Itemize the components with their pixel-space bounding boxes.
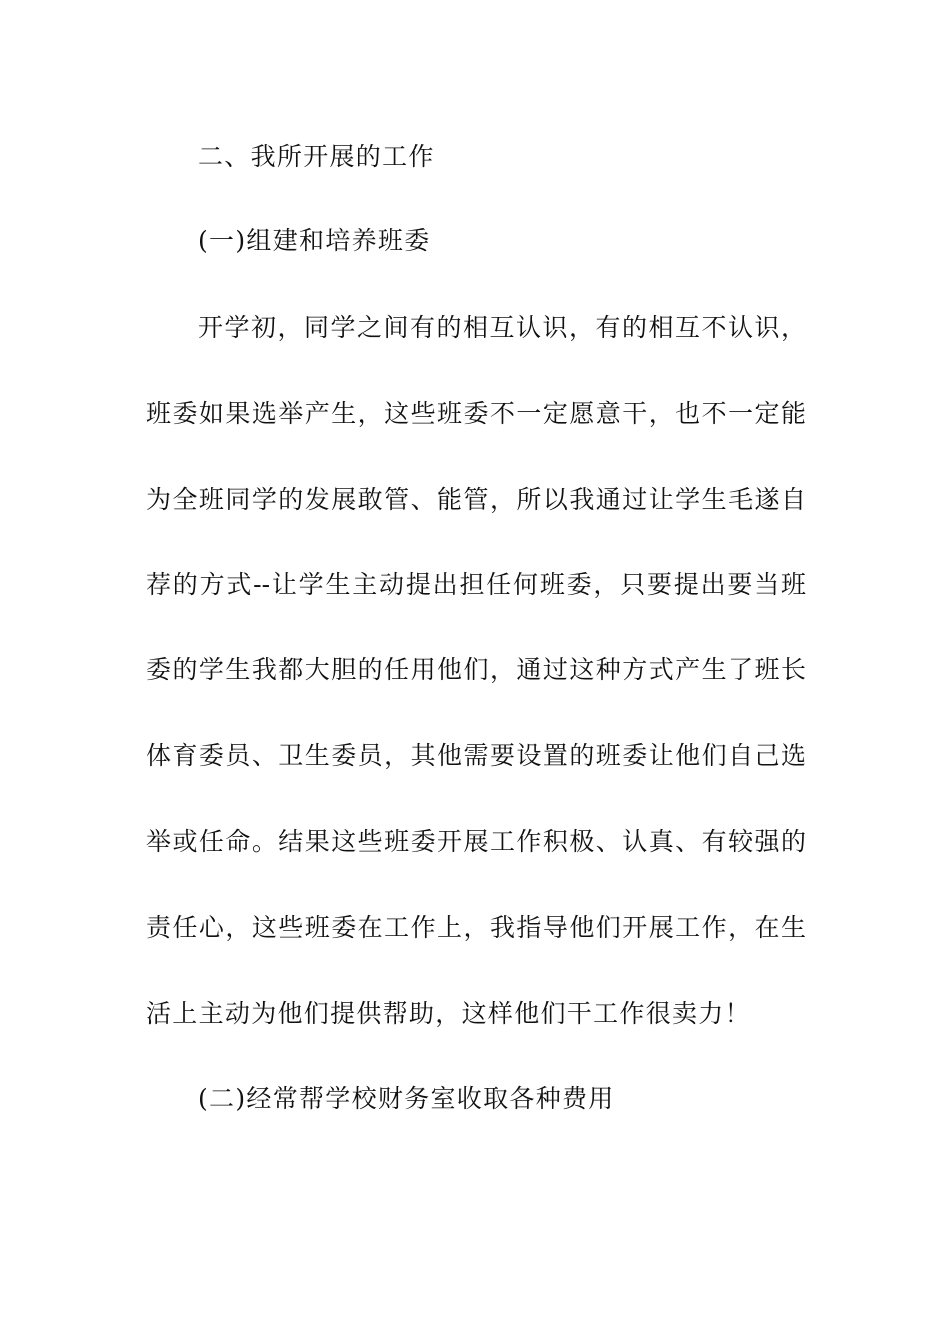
subsection-heading-2: (二)经常帮学校财务室收取各种费用 (198, 1084, 615, 1113)
paragraph-line: 责任心，这些班委在工作上，我指导他们开展工作，在生 (146, 913, 806, 942)
paragraph-line: 开学初，同学之间有的相互认识，有的相互不认识， (198, 313, 806, 342)
paragraph-line: 荐的方式--让学生主动提出担任何班委，只要提出要当班 (146, 570, 806, 599)
paragraph-line: 为全班同学的发展敢管、能管，所以我通过让学生毛遂自 (146, 485, 806, 514)
paragraph-line: 班委如果选举产生，这些班委不一定愿意干，也不一定能 (146, 399, 806, 428)
paragraph-line: 委的学生我都大胆的任用他们，通过这种方式产生了班长 (146, 655, 806, 684)
paragraph-line: 活上主动为他们提供帮助，这样他们干工作很卖力！ (146, 999, 751, 1028)
subsection-heading-1: (一)组建和培养班委 (198, 226, 431, 255)
section-heading: 二、我所开展的工作 (198, 142, 435, 171)
paragraph-line: 举或任命。结果这些班委开展工作积极、认真、有较强的 (146, 827, 806, 856)
paragraph-line: 体育委员、卫生委员，其他需要设置的班委让他们自己选 (146, 741, 806, 770)
